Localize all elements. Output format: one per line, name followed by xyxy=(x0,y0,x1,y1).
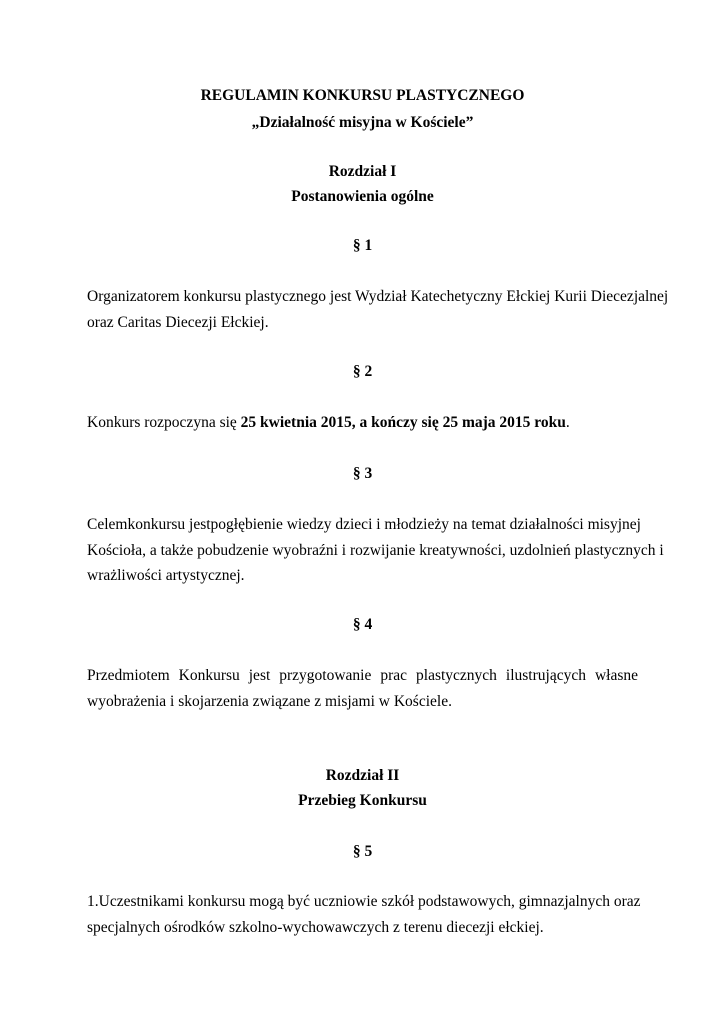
document-subtitle: „Działalność misyjna w Kościele” xyxy=(251,114,474,131)
section-3-line-1: Celemkonkursu jestpogłębienie wiedzy dzieci i młodzieży na temat działalności misyjnej xyxy=(87,516,641,533)
section-4-line-2: wyobrażenia i skojarzenia związane z misjami w Kościele. xyxy=(87,692,452,710)
chapter-2-name: Przebieg Konkursu xyxy=(298,792,427,809)
chapter-1-name: Postanowienia ogólne xyxy=(291,188,434,205)
section-3-label: § 3 xyxy=(352,465,373,482)
section-2-label: § 2 xyxy=(352,363,373,380)
section-2-suffix: . xyxy=(565,414,570,431)
section-3-paragraph xyxy=(87,512,664,589)
section-5-label: § 5 xyxy=(352,843,373,860)
section-2-line xyxy=(87,410,638,436)
section-4-paragraph xyxy=(87,663,638,714)
document-title: REGULAMIN KONKURSU PLASTYCZNEGO xyxy=(200,87,525,104)
section-1-line-1: Organizatorem konkursu plastycznego jest Wydział Katechetyczny Ełckiej Kurii Diecezjalnej xyxy=(87,288,669,305)
section-5-paragraph xyxy=(87,889,641,940)
section-2-dates: 25 kwietnia 2015, a kończy się 25 maja 2015 roku xyxy=(240,414,566,431)
chapter-2-number: Rozdział II xyxy=(325,767,400,784)
section-1-line-2: oraz Caritas Diecezji Ełckiej. xyxy=(87,313,269,331)
section-2-paragraph xyxy=(87,410,638,436)
section-4-label: § 4 xyxy=(352,616,373,633)
section-1-label: § 1 xyxy=(352,237,373,254)
section-1-paragraph xyxy=(87,284,669,335)
section-5-line-1: 1.Uczestnikami konkursu mogą być uczniowie szkół podstawowych, gimnazjalnych oraz xyxy=(87,893,641,910)
section-5-line-2: specjalnych ośrodków szkolno-wychowawczych z terenu diecezji ełckiej. xyxy=(87,918,544,936)
section-4-line-1: Przedmiotem Konkursu jest przygotowanie prac plastycznych ilustrujących własne xyxy=(87,667,638,684)
section-3-line-3: wrażliwości artystycznej. xyxy=(87,567,245,584)
section-2-prefix: Konkurs rozpoczyna się xyxy=(87,414,241,431)
chapter-1-number: Rozdział I xyxy=(328,163,397,180)
section-3-line-2: Kościoła, a także pobudzenie wyobraźni i rozwijanie kreatywności, uzdolnień plastycznych i xyxy=(87,541,664,559)
